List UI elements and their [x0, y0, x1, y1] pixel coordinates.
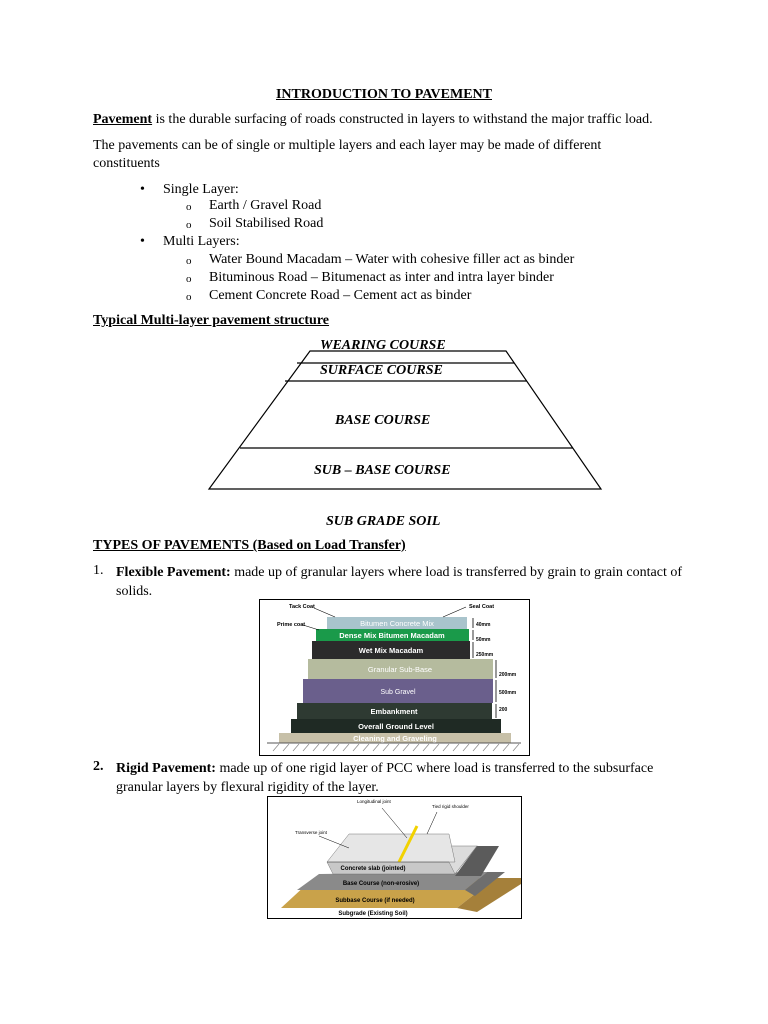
types-heading: TYPES OF PAVEMENTS (Based on Load Transfer) — [93, 538, 406, 553]
subgrade-label: Subgrade (Existing Soil) — [338, 911, 408, 917]
list-item: Water Bound Macadam – Water with cohesive filler act as binder — [209, 252, 575, 267]
page-title: INTRODUCTION TO PAVEMENT — [275, 87, 492, 102]
sub-bullet-icon: o — [186, 255, 192, 267]
flexible-term: Flexible Pavement: — [116, 565, 231, 580]
prime-coat-label: Prime coat — [277, 622, 306, 628]
rigid-description — [116, 759, 691, 797]
sub-bullet-icon: o — [186, 291, 192, 303]
sub-bullet-icon: o — [186, 273, 192, 285]
dim-label: 500mm — [499, 690, 517, 696]
surface-course-label: SURFACE COURSE — [320, 363, 443, 378]
rigid-text: made up of one rigid layer of PCC where load is transferred to the subsurface granular layers by flexural rigidity of the layer. — [116, 761, 654, 795]
longitudinal-joint-label: Longitudinal joint — [357, 799, 391, 804]
dim-label: 250mm — [476, 652, 494, 658]
layer-label: Overall Ground Level — [358, 722, 434, 731]
flexible-description — [116, 563, 686, 601]
tack-coat-label: Tack Coat — [289, 604, 315, 610]
dim-label: 200 — [499, 707, 508, 713]
pavement-term: Pavement — [93, 112, 153, 127]
layer-label: Granular Sub-Base — [367, 665, 433, 674]
layer-label: Dense Mix Bitumen Macadam — [339, 631, 445, 640]
layer-label: Wet Mix Macadam — [358, 646, 424, 655]
layer-label: Embankment — [370, 707, 418, 716]
sub-bullet-icon: o — [186, 219, 192, 231]
flexible-text: made up of granular layers where load is transferred by grain to grain contact of solids. — [116, 565, 683, 599]
flexible-number: 1. — [93, 563, 104, 578]
multi-layer-label: Multi Layers: — [163, 234, 240, 249]
seal-coat-label: Seal Coat — [469, 604, 495, 610]
pavement-definition: is the durable surfacing of roads constructed in layers to withstand the major traffic load. — [152, 112, 653, 127]
list-item: Soil Stabilised Road — [209, 216, 324, 231]
dim-label: 40mm — [476, 622, 491, 628]
subbase-label: Subbase Course (if needed) — [335, 898, 415, 904]
sub-grade-soil-label: SUB GRADE SOIL — [326, 514, 441, 529]
rigid-number: 2. — [93, 759, 104, 774]
layers-note: The pavements can be of single or multiple layers and each layer may be made of different constituents — [93, 138, 602, 171]
single-layer-label: Single Layer: — [163, 182, 239, 197]
list-item: Earth / Gravel Road — [209, 198, 322, 213]
base-course-label: BASE COURSE — [335, 413, 431, 428]
base-label: Base Course (non-erosive) — [342, 881, 420, 887]
transverse-joint-label: Transverse joint — [295, 830, 327, 835]
rigid-pavement-figure — [267, 796, 522, 919]
list-item: Cement Concrete Road – Cement act as binder — [209, 288, 472, 303]
slab-label: Concrete slab (jointed) — [340, 866, 406, 872]
dim-label: 200mm — [499, 672, 517, 678]
layer-label: Bitumen Concrete Mix — [360, 619, 434, 628]
bullet-icon: • — [140, 182, 145, 197]
rigid-term: Rigid Pavement: — [116, 761, 216, 776]
layer-label: Sub Gravel — [380, 689, 416, 696]
sub-base-course-label: SUB – BASE COURSE — [314, 463, 451, 478]
intro-definition — [93, 111, 683, 129]
bullet-icon: • — [140, 234, 145, 249]
structure-heading: Typical Multi-layer pavement structure — [93, 313, 330, 328]
layer-label: Cleaning and Graveling — [353, 734, 437, 743]
wearing-course-label: WEARING COURSE — [320, 338, 446, 353]
list-item: Bituminous Road – Bitumenact as inter and intra layer binder — [209, 270, 554, 285]
tied-shoulder-label: Tied rigid shoulder — [432, 804, 469, 809]
flexible-pavement-figure — [259, 599, 530, 756]
dim-label: 50mm — [476, 637, 491, 643]
sub-bullet-icon: o — [186, 201, 192, 213]
